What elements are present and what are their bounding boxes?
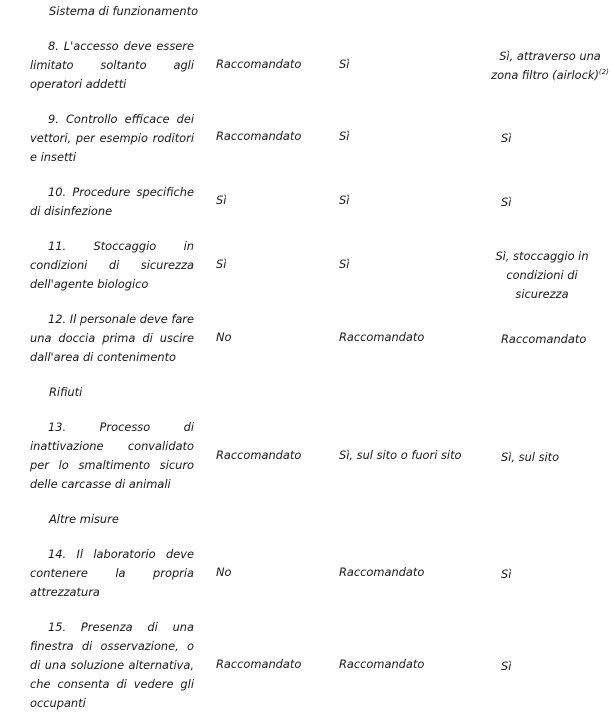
cell-col3: Sì (501, 659, 512, 673)
cell-col2: Raccomandato (339, 565, 425, 579)
cell-col1: No (216, 565, 232, 579)
cell-col2: Raccomandato (339, 657, 425, 671)
cell-col3: Sì (501, 567, 512, 581)
row-description: 9. Controllo efficace dei vettori, per esempio roditori e insetti (30, 112, 195, 164)
section-heading-sistema: Sistema di funzionamento (49, 4, 199, 18)
cell-col3: Sì, attraverso una zona filtro (airlock)$^{(2)}$ (491, 49, 609, 82)
cell-col3: Sì (501, 131, 512, 145)
cell-col2: Sì (339, 257, 350, 271)
cell-col3: Sì, sul sito (501, 450, 560, 464)
row-description: 12. Il personale deve fare una doccia prima di uscire dall'area di contenimento (30, 312, 195, 364)
section-heading-rifiuti: Rifiuti (49, 385, 83, 399)
cell-col2: Sì (339, 129, 350, 143)
cell-col1: No (216, 330, 232, 344)
cell-col1: Raccomandato (216, 57, 302, 71)
row-description: 14. Il laboratorio deve contenere la propria attrezzatura (30, 547, 195, 599)
cell-col1: Sì (216, 257, 227, 271)
row-description: 15. Presenza di una finestra di osservazione, o di una soluzione alternativa, che consenta di vedere gli occupanti (30, 620, 194, 710)
section-heading-altre-misure: Altre misure (49, 512, 119, 526)
row-description: 11. Stoccaggio in condizioni di sicurezza dell'agente biologico (30, 239, 194, 291)
cell-col1: Raccomandato (216, 129, 302, 143)
cell-col3: Sì, stoccaggio in condizioni di sicurezza (495, 249, 589, 301)
cell-col3: Sì (501, 195, 512, 209)
row-description: 8. L'accesso deve essere limitato soltanto agli operatori addetti (30, 39, 195, 91)
cell-col1: Raccomandato (216, 657, 302, 671)
cell-col2: Sì, sul sito o fuori sito (339, 448, 462, 462)
cell-col2: Sì (339, 57, 350, 71)
row-description: 13. Processo di inattivazione convalidato per lo smaltimento sicuro delle carcasse di animali (30, 420, 194, 491)
cell-col1: Sì (216, 193, 227, 207)
cell-col3: Raccomandato (501, 332, 587, 346)
cell-col2: Sì (339, 193, 350, 207)
cell-col1: Raccomandato (216, 448, 302, 462)
cell-col2: Raccomandato (339, 330, 425, 344)
row-description: 10. Procedure specifiche di disinfezione (30, 185, 194, 218)
